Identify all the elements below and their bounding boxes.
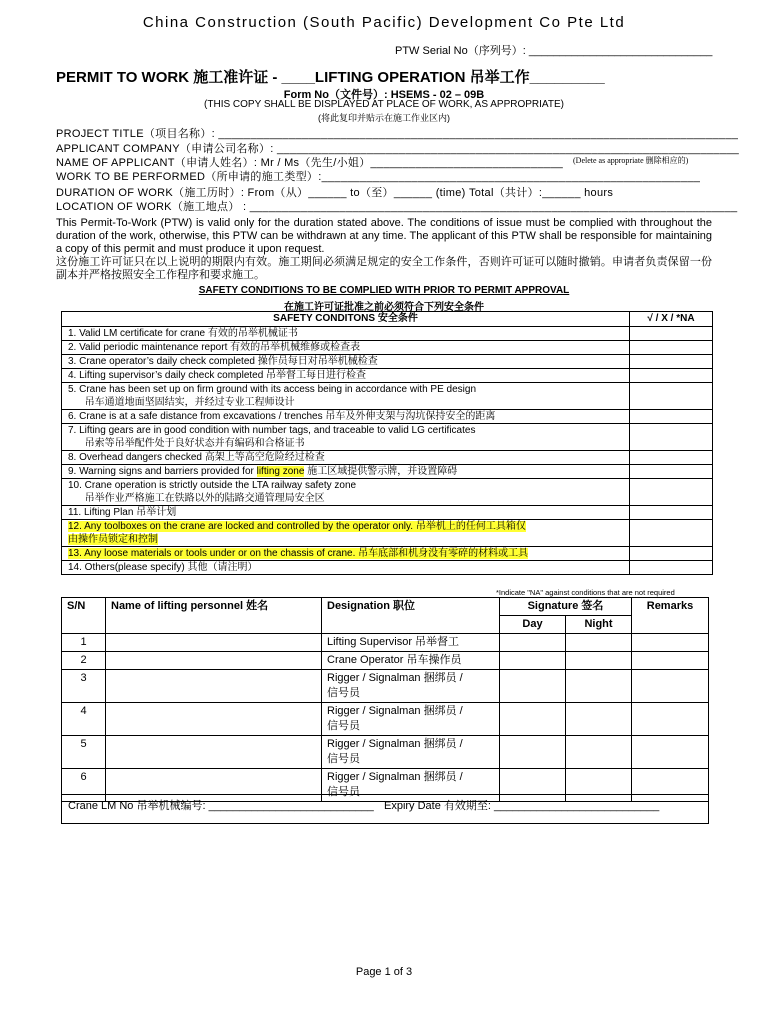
condition-text: 4. Lifting supervisor’s daily check completed 吊举督工每日进行检查: [68, 370, 367, 381]
check-cell[interactable]: [630, 465, 713, 479]
designation-text-cn: 信号员: [327, 687, 360, 699]
row-sn: 3: [62, 670, 106, 703]
check-cell[interactable]: [630, 341, 713, 355]
safety-row: [62, 451, 713, 465]
night-signature-cell[interactable]: [566, 736, 632, 769]
row-sn: 5: [62, 736, 106, 769]
designation-text: Rigger / Signalman 捆绑员 /: [327, 771, 463, 783]
day-signature-cell[interactable]: [500, 703, 566, 736]
safety-row: [62, 369, 713, 383]
designation-text: Crane Operator 吊车操作员: [327, 654, 462, 666]
designation-text: Rigger / Signalman 捆绑员 /: [327, 672, 463, 684]
check-cell[interactable]: [630, 479, 713, 506]
row-sn: 4: [62, 703, 106, 736]
safety-row: [62, 547, 713, 561]
safety-row: [62, 327, 713, 341]
night-signature-cell[interactable]: [566, 652, 632, 670]
expiry-date-field[interactable]: Expiry Date 有效期至: ___________________________: [384, 800, 660, 812]
form-number: Form No（文件号）: HSEMS - 02 – 09B: [283, 89, 485, 101]
col-night: Night: [566, 616, 632, 634]
personnel-row: [62, 634, 709, 652]
designation-cell: [322, 703, 500, 736]
condition-text: 14. Others(please specify) 其他（请注明）: [68, 562, 258, 573]
designation-text-cn: 信号员: [327, 753, 360, 765]
condition-text: 7. Lifting gears are in good condition with number tags, and traceable to valid LG certificates: [68, 425, 476, 436]
safety-title-en: SAFETY CONDITIONS TO BE COMPLIED WITH PRIOR TO PERMIT APPROVAL: [198, 285, 570, 296]
safety-row: [62, 410, 713, 424]
location-field[interactable]: LOCATION OF WORK（施工地点） : ____________________________________________________________________________: [56, 201, 738, 213]
safety-title-cn: 在施工许可证批准之前必须符合下列安全条件: [284, 302, 484, 313]
condition-text-cn: 吊车通道地面坚固结实，并经过专业工程师设计: [68, 397, 295, 408]
personnel-name-cell[interactable]: [106, 652, 322, 670]
safety-row: [62, 341, 713, 355]
condition-text: 1. Valid LM certificate for crane 有效的吊举机械证书: [68, 328, 298, 339]
designation-text: Rigger / Signalman 捆绑员 /: [327, 738, 463, 750]
col-designation: Designation 职位: [322, 598, 500, 634]
safety-row: [62, 479, 713, 506]
designation-cell: [322, 670, 500, 703]
safety-row: [62, 424, 713, 451]
col-name: Name of lifting personnel 姓名: [106, 598, 322, 634]
day-signature-cell[interactable]: [500, 736, 566, 769]
check-cell[interactable]: [630, 369, 713, 383]
delete-note: (Delete as appropriate 删除相应的): [573, 156, 689, 165]
condition-text: 11. Lifting Plan 吊举计划: [68, 507, 177, 518]
row-sn: 2: [62, 652, 106, 670]
duration-field[interactable]: DURATION OF WORK（施工历时）: From（从）______ to（至）______ (time) Total（共计）:______ hours: [56, 187, 614, 199]
designation-text-cn: 信号员: [327, 720, 360, 732]
personnel-name-cell[interactable]: [106, 670, 322, 703]
personnel-name-cell[interactable]: [106, 736, 322, 769]
safety-row: [62, 465, 713, 479]
condition-text: [68, 465, 623, 478]
applicant-company-field[interactable]: APPLICANT COMPANY（申请公司名称）: ________________________________________________________________________: [56, 143, 740, 155]
designation-text-cn: 信号员: [327, 786, 360, 798]
personnel-name-cell[interactable]: [106, 703, 322, 736]
permit-title: PERMIT TO WORK 施工准许证 - ____LIFTING OPERATION 吊举工作_________: [56, 69, 605, 86]
col-remarks: Remarks: [632, 598, 709, 634]
personnel-row: [62, 670, 709, 703]
personnel-row: [62, 703, 709, 736]
remarks-cell[interactable]: [632, 736, 709, 769]
intro-en: This Permit-To-Work (PTW) is valid only for the duration stated above. The conditions of issue must be complied with throughout the duration of the work, otherwise, this PTW can be withdrawn at any time. The applicant of this PTW shall be responsible for maintaining a copy of this permit and must produce it upon request.: [56, 217, 712, 255]
col-sn: S/N: [62, 598, 106, 634]
remarks-cell[interactable]: [632, 670, 709, 703]
ptw-serial-no: PTW Serial No（序列号）: ______________________________: [395, 45, 713, 57]
col-check: √ / X / *NA: [630, 312, 713, 327]
condition-text-cn: [68, 533, 623, 546]
check-cell[interactable]: [630, 355, 713, 369]
condition-text: 5. Crane has been set up on firm ground with its access being in accordance with PE design: [68, 384, 477, 395]
condition-text: 2. Valid periodic maintenance report 有效的吊举机械维修或检查表: [68, 342, 361, 353]
highlighted-condition: 13. Any loose materials or tools under or on the chassis of crane. 吊车底部和机身没有零碎的材料或工具: [68, 548, 529, 559]
col-day: Day: [500, 616, 566, 634]
safety-conditions-table: [61, 311, 713, 575]
condition-text-cn: 吊举作业严格施工在铁路以外的陆路交通管理局安全区: [68, 493, 325, 504]
day-signature-cell[interactable]: [500, 652, 566, 670]
copy-note-cn: (将此复印并贴示在施工作业区内): [318, 113, 450, 123]
page-number: Page 1 of 3: [355, 966, 413, 978]
day-signature-cell[interactable]: [500, 670, 566, 703]
day-signature-cell[interactable]: [500, 634, 566, 652]
check-cell[interactable]: [630, 520, 713, 547]
applicant-name-field[interactable]: NAME OF APPLICANT（申请人姓名）: Mr / Ms（先生/小姐）______________________________: [56, 157, 564, 169]
safety-row: [62, 506, 713, 520]
condition-text: [68, 547, 623, 560]
col-safety-conditions: SAFETY CONDITONS 安全条件: [62, 312, 630, 327]
condition-text: 8. Overhead dangers checked 高架上等高空危险经过检查: [68, 452, 325, 463]
remarks-cell[interactable]: [632, 634, 709, 652]
intro-cn: 这份施工许可证只在以上说明的期限内有效。施工期间必须满足规定的安全工作条件，否则许可证可以随时撤销。申请者负责保留一份副本并严格按照安全工作程序和要求施工。: [56, 256, 712, 281]
work-performed-field[interactable]: WORK TO BE PERFORMED（所申请的施工类型）:___________________________________________________________: [56, 171, 701, 183]
safety-row: [62, 520, 713, 547]
check-cell[interactable]: [630, 410, 713, 424]
condition-text-a: 9. Warning signs and barriers provided for: [68, 466, 257, 477]
crane-lm-field[interactable]: Crane LM No 吊举机械编号: ___________________________: [68, 800, 374, 812]
col-signature: Signature 签名: [500, 598, 632, 616]
remarks-cell[interactable]: [632, 652, 709, 670]
designation-cell: [322, 736, 500, 769]
night-signature-cell[interactable]: [566, 670, 632, 703]
condition-text: 10. Crane operation is strictly outside the LTA railway safety zone: [68, 480, 357, 491]
personnel-row: [62, 652, 709, 670]
company-name: China Construction (South Pacific) Development Co Pte Ltd: [142, 14, 626, 31]
personnel-name-cell[interactable]: [106, 634, 322, 652]
designation-cell: [322, 634, 500, 652]
check-cell[interactable]: [630, 451, 713, 465]
check-cell[interactable]: [630, 547, 713, 561]
na-note: *Indicate "NA" against conditions that are not required: [496, 588, 675, 597]
designation-cell: [322, 652, 500, 670]
condition-text: 6. Crane is at a safe distance from excavations / trenches 吊车及外伸支架与沟坑保持安全的距离: [68, 411, 496, 422]
highlighted-condition-cn: 由操作员锁定和控制: [68, 534, 158, 545]
condition-text-b: 施工区域提供警示牌，并设置障碍: [304, 466, 458, 477]
crane-lm-box: [61, 794, 709, 824]
project-title-field[interactable]: PROJECT TITLE（项目名称）: _________________________________________________________________________________: [56, 128, 739, 140]
safety-row: [62, 355, 713, 369]
designation-text: Lifting Supervisor 吊举督工: [327, 636, 460, 648]
personnel-row: [62, 736, 709, 769]
row-sn: 1: [62, 634, 106, 652]
check-cell[interactable]: [630, 424, 713, 451]
night-signature-cell[interactable]: [566, 703, 632, 736]
check-cell[interactable]: [630, 327, 713, 341]
highlighted-condition: 12. Any toolboxes on the crane are locked and controlled by the operator only. 吊举机上的任何工具箱仅: [68, 521, 526, 532]
safety-row: [62, 383, 713, 410]
row-sn: 6: [62, 769, 106, 802]
check-cell[interactable]: [630, 561, 713, 575]
highlighted-lifting-zone: lifting zone: [256, 466, 305, 477]
condition-text-cn: 吊索等吊举配件处于良好状态并有编码和合格证书: [68, 438, 305, 449]
night-signature-cell[interactable]: [566, 634, 632, 652]
designation-text: Rigger / Signalman 捆绑员 /: [327, 705, 463, 717]
intro-paragraph: [56, 217, 712, 282]
safety-row: [62, 561, 713, 575]
condition-text: [68, 520, 623, 533]
check-cell[interactable]: [630, 506, 713, 520]
lifting-personnel-table: [61, 597, 709, 802]
condition-text: 3. Crane operator’s daily check completed 操作员每日对吊举机械检查: [68, 356, 378, 367]
copy-note: (THIS COPY SHALL BE DISPLAYED AT PLACE OF WORK, AS APPROPRIATE): [204, 99, 564, 110]
check-cell[interactable]: [630, 383, 713, 410]
remarks-cell[interactable]: [632, 703, 709, 736]
